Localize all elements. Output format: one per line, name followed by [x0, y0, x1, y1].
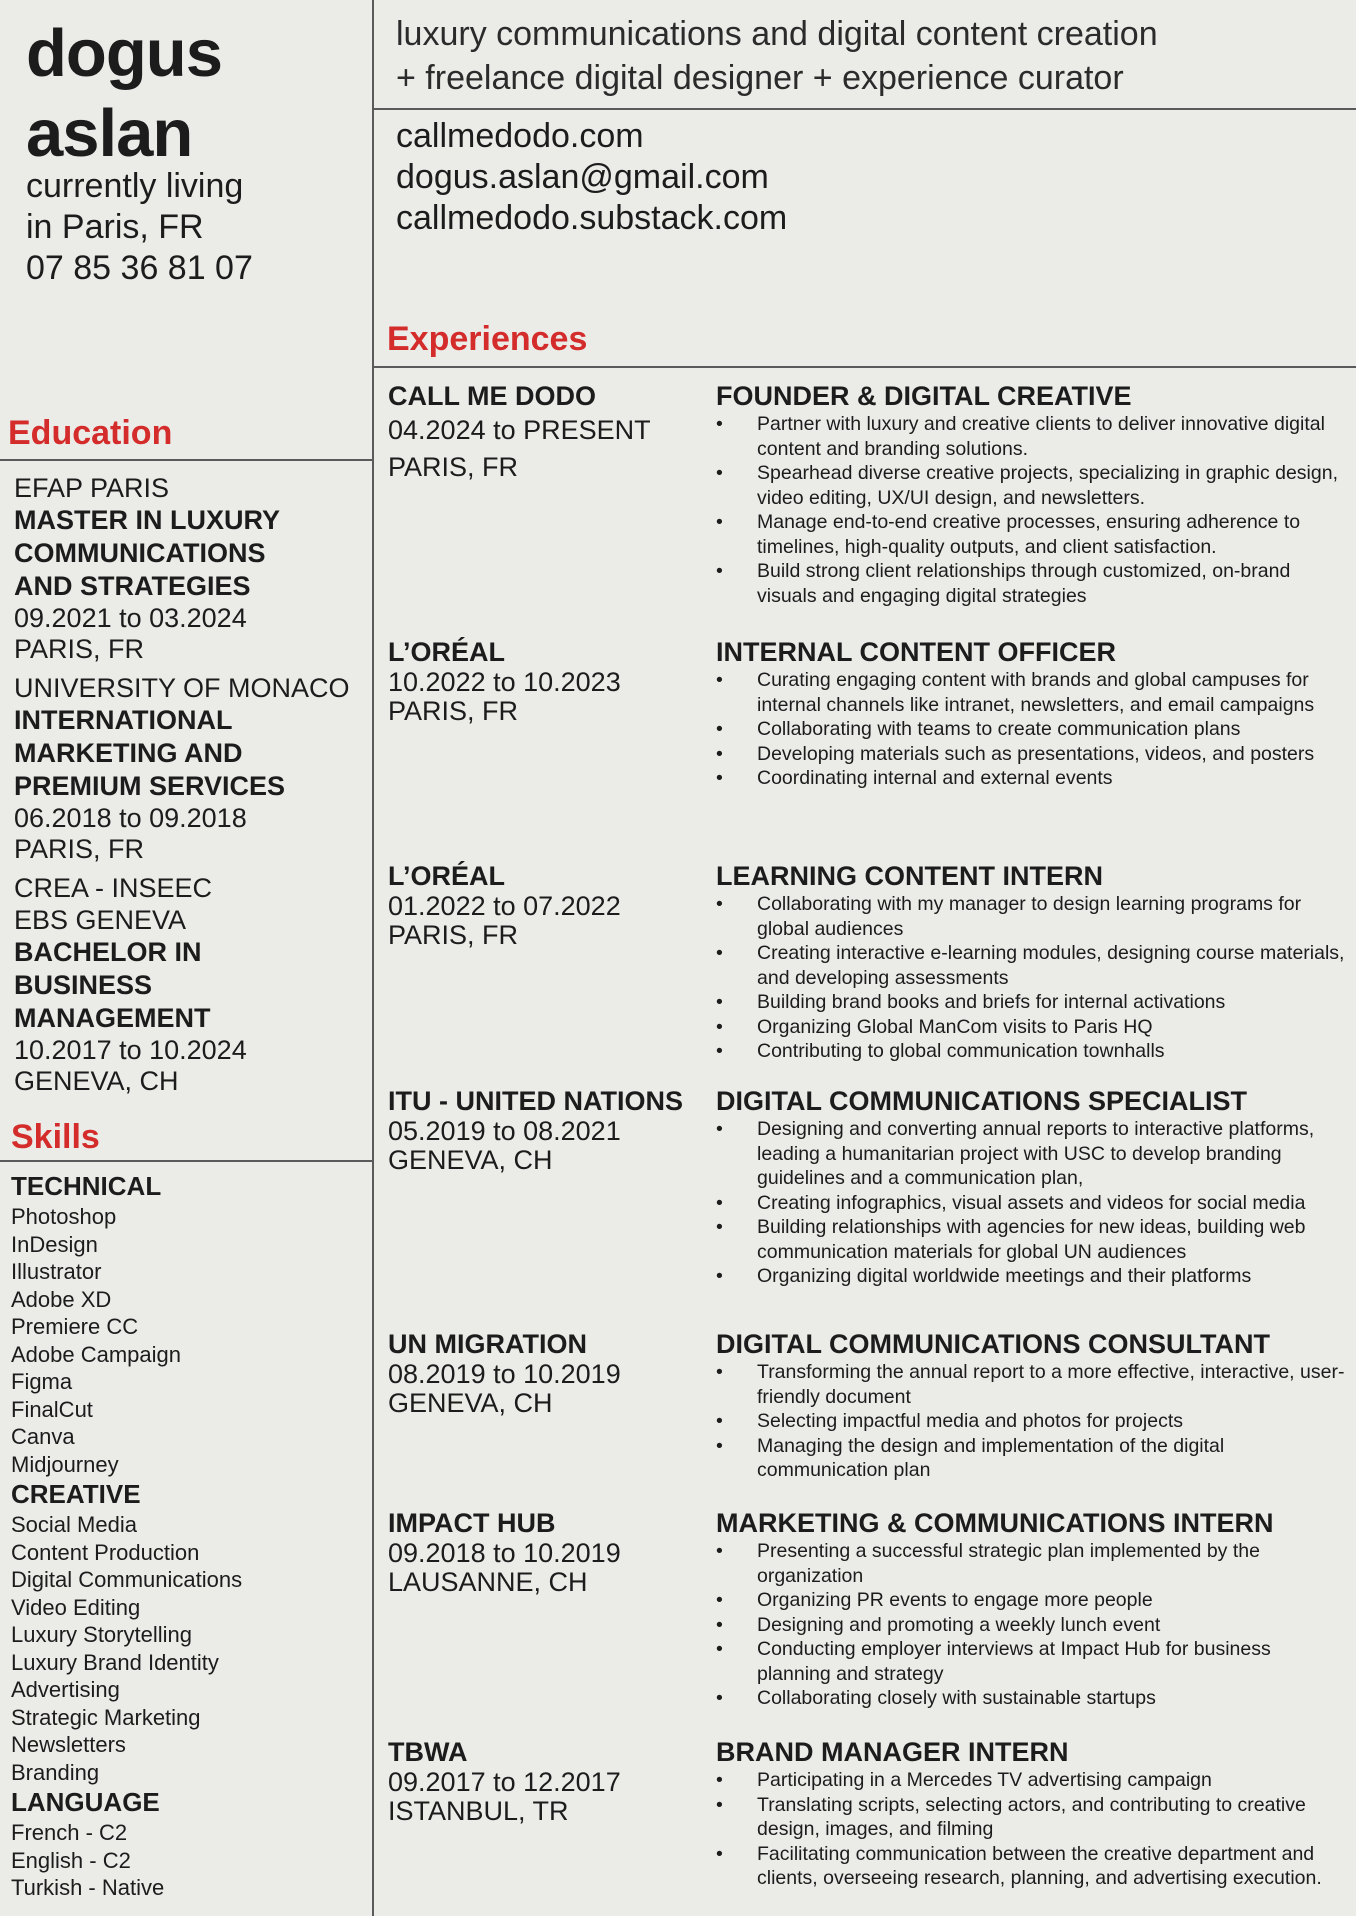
company-block: [388, 860, 708, 950]
degree-title: COMMUNICATIONS: [14, 538, 266, 568]
skill-item: Figma: [11, 1369, 73, 1394]
company-block: [388, 1736, 708, 1826]
skill-item: Newsletters: [11, 1732, 126, 1757]
role-block: [716, 1736, 1348, 1891]
responsibility-item: • Translating scripts, selecting actors, and contributing to creative design, images, and filming: [716, 1793, 1348, 1842]
degree-title: BUSINESS: [14, 970, 153, 1000]
role-title: FOUNDER & DIGITAL CREATIVE: [716, 381, 1132, 411]
experience-place: ISTANBUL, TR: [388, 1796, 569, 1826]
skill-item: French - C2: [11, 1820, 128, 1845]
location-line-1: currently living: [26, 167, 244, 205]
company-block: [388, 1085, 708, 1175]
tagline-divider: [372, 108, 1356, 110]
education-dates: 10.2017 to 10.2024: [14, 1035, 247, 1065]
location-block: [26, 166, 253, 289]
responsibility-item: • Designing and converting annual reports to interactive platforms, leading a humanitarian project with USC to develop branding guidelines and a communication plan,: [716, 1117, 1348, 1191]
responsibility-item: • Organizing Global ManCom visits to Paris HQ: [716, 1015, 1348, 1040]
responsibility-item: • Partner with luxury and creative clients to deliver innovative digital content and branding solutions.: [716, 412, 1348, 461]
role-title: MARKETING & COMMUNICATIONS INTERN: [716, 1508, 1274, 1538]
substack-link[interactable]: callmedodo.substack.com: [396, 199, 788, 237]
experience-place: PARIS, FR: [388, 696, 519, 726]
company-block: [388, 636, 708, 726]
skill-item: Digital Communications: [11, 1567, 243, 1592]
company-name: L’ORÉAL: [388, 637, 506, 667]
company-block: [388, 1328, 708, 1418]
responsibility-list: [716, 1117, 1348, 1289]
role-block: [716, 380, 1348, 608]
responsibility-item: • Contributing to global communication townhalls: [716, 1039, 1348, 1064]
experience-dates: 10.2022 to 10.2023: [388, 667, 621, 697]
responsibility-item: • Designing and promoting a weekly lunch event: [716, 1613, 1348, 1638]
experience-place: GENEVA, CH: [388, 1145, 553, 1175]
company-name: ITU - UNITED NATIONS: [388, 1086, 683, 1116]
responsibility-item: • Organizing digital worldwide meetings and their platforms: [716, 1264, 1348, 1289]
responsibility-item: • Transforming the annual report to a more effective, interactive, user-friendly document: [716, 1360, 1348, 1409]
role-title: DIGITAL COMMUNICATIONS SPECIALIST: [716, 1086, 1247, 1116]
company-name: CALL ME DODO: [388, 381, 596, 411]
role-title: BRAND MANAGER INTERN: [716, 1737, 1069, 1767]
responsibility-list: [716, 1539, 1348, 1711]
responsibility-item: • Collaborating with teams to create communication plans: [716, 717, 1348, 742]
responsibility-item: • Creating interactive e-learning modules, designing course materials, and developing assessments: [716, 941, 1348, 990]
first-name: dogus: [26, 16, 222, 91]
school-name: EBS GENEVA: [14, 905, 187, 935]
education-entry: [14, 872, 366, 1096]
company-block: [388, 1507, 708, 1597]
skill-item: Branding: [11, 1759, 100, 1785]
company-name: L’ORÉAL: [388, 861, 506, 891]
column-divider: [372, 0, 374, 1916]
responsibility-list: [716, 668, 1348, 791]
school-name: CREA - INSEEC: [14, 873, 213, 903]
location-line-2: in Paris, FR: [26, 208, 204, 246]
education-place: GENEVA, CH: [14, 1066, 179, 1096]
degree-title: PREMIUM SERVICES: [14, 771, 286, 801]
education-list: [14, 472, 366, 1104]
skill-item: InDesign: [11, 1231, 98, 1257]
school-name: EFAP PARIS: [14, 473, 170, 503]
skill-category: TECHNICAL: [11, 1171, 162, 1201]
education-divider: [0, 459, 372, 461]
responsibility-item: • Selecting impactful media and photos for projects: [716, 1409, 1348, 1434]
experience-place: PARIS, FR: [388, 920, 519, 950]
tagline-line-2: + freelance digital designer + experience curator: [396, 59, 1124, 97]
experiences-heading: Experiences: [387, 320, 588, 358]
skill-item: Advertising: [11, 1677, 120, 1702]
skill-item: Canva: [11, 1424, 75, 1449]
responsibility-item: • Managing the design and implementation of the digital communication plan: [716, 1434, 1348, 1483]
responsibility-item: • Participating in a Mercedes TV advertising campaign: [716, 1768, 1348, 1793]
responsibility-item: • Conducting employer interviews at Impact Hub for business planning and strategy: [716, 1637, 1348, 1686]
responsibility-list: [716, 412, 1348, 608]
degree-title: BACHELOR IN: [14, 937, 202, 967]
role-block: [716, 1507, 1348, 1711]
education-entry: [14, 472, 366, 664]
skill-category: LANGUAGE: [11, 1787, 160, 1817]
skill-item: Photoshop: [11, 1204, 117, 1229]
education-dates: 06.2018 to 09.2018: [14, 803, 247, 833]
role-block: [716, 1085, 1348, 1289]
responsibility-item: • Building brand books and briefs for internal activations: [716, 990, 1348, 1015]
responsibility-item: • Collaborating with my manager to design learning programs for global audiences: [716, 892, 1348, 941]
responsibility-item: • Build strong client relationships through customized, on-brand visuals and engaging digital strategies: [716, 559, 1348, 608]
education-place: PARIS, FR: [14, 634, 145, 664]
skill-item: Luxury Brand Identity: [11, 1649, 219, 1675]
skill-item: Adobe XD: [11, 1286, 112, 1312]
experience-dates: 09.2018 to 10.2019: [388, 1538, 621, 1568]
experience-dates: 04.2024 to PRESENT: [388, 415, 651, 445]
responsibility-item: • Collaborating closely with sustainable startups: [716, 1686, 1348, 1711]
skills-divider: [0, 1160, 372, 1162]
responsibility-item: • Curating engaging content with brands and global campuses for internal channels like intranet, newsletters, and email campaigns: [716, 668, 1348, 717]
skill-item: Strategic Marketing: [11, 1704, 201, 1730]
degree-title: AND STRATEGIES: [14, 571, 251, 601]
company-name: UN MIGRATION: [388, 1329, 587, 1359]
role-block: [716, 636, 1348, 791]
responsibility-list: [716, 1360, 1348, 1483]
education-place: PARIS, FR: [14, 834, 145, 864]
skills-heading: Skills: [11, 1118, 100, 1156]
experience-dates: 08.2019 to 10.2019: [388, 1359, 621, 1389]
skill-category: CREATIVE: [11, 1479, 141, 1509]
skill-item: Adobe Campaign: [11, 1341, 182, 1367]
skill-item: FinalCut: [11, 1396, 93, 1422]
tagline-line-1: luxury communications and digital content creation: [396, 15, 1158, 53]
company-name: IMPACT HUB: [388, 1508, 556, 1538]
website-link[interactable]: callmedodo.com: [396, 117, 644, 155]
experience-place: LAUSANNE, CH: [388, 1567, 588, 1597]
candidate-name: [26, 14, 222, 174]
company-name: TBWA: [388, 1737, 468, 1767]
experience-place: GENEVA, CH: [388, 1388, 553, 1418]
role-title: DIGITAL COMMUNICATIONS CONSULTANT: [716, 1329, 1270, 1359]
role-title: LEARNING CONTENT INTERN: [716, 861, 1103, 891]
education-heading: Education: [8, 414, 173, 452]
tagline: [396, 12, 1158, 100]
skills-list: [11, 1170, 242, 1902]
last-name: aslan: [26, 96, 193, 171]
responsibility-item: • Creating infographics, visual assets and videos for social media: [716, 1191, 1348, 1216]
experience-place: PARIS, FR: [388, 452, 519, 482]
responsibility-item: • Building relationships with agencies for new ideas, building web communication materials for global UN audiences: [716, 1215, 1348, 1264]
email-link[interactable]: dogus.aslan@gmail.com: [396, 158, 769, 196]
company-block: [388, 380, 708, 486]
skill-item: English - C2: [11, 1847, 131, 1873]
responsibility-item: • Organizing PR events to engage more people: [716, 1588, 1348, 1613]
skill-item: Midjourney: [11, 1451, 119, 1477]
degree-title: MANAGEMENT: [14, 1003, 211, 1033]
experience-dates: 05.2019 to 08.2021: [388, 1116, 621, 1146]
school-name: UNIVERSITY OF MONACO: [14, 673, 350, 703]
skill-item: Premiere CC: [11, 1314, 139, 1339]
degree-title: INTERNATIONAL: [14, 705, 233, 735]
experience-dates: 01.2022 to 07.2022: [388, 891, 621, 921]
responsibility-item: • Manage end-to-end creative processes, ensuring adherence to timelines, high-quality outputs, and client satisfaction.: [716, 510, 1348, 559]
responsibility-item: • Presenting a successful strategic plan implemented by the organization: [716, 1539, 1348, 1588]
education-dates: 09.2021 to 03.2024: [14, 603, 247, 633]
skill-item: Luxury Storytelling: [11, 1622, 192, 1647]
skill-item: Illustrator: [11, 1259, 102, 1284]
contact-links: [396, 116, 787, 239]
role-block: [716, 860, 1348, 1064]
experience-dates: 09.2017 to 12.2017: [388, 1767, 621, 1797]
experiences-divider: [372, 366, 1356, 368]
responsibility-item: • Spearhead diverse creative projects, specializing in graphic design, video editing, UX/UI design, and newsletters.: [716, 461, 1348, 510]
responsibility-item: • Coordinating internal and external events: [716, 766, 1348, 791]
degree-title: MARKETING AND: [14, 738, 243, 768]
skill-item: Social Media: [11, 1512, 137, 1537]
responsibility-list: [716, 1768, 1348, 1891]
responsibility-item: • Facilitating communication between the creative department and clients, overseeing research, planning, and advertising execution.: [716, 1842, 1348, 1891]
degree-title: MASTER IN LUXURY: [14, 505, 281, 535]
phone-number: 07 85 36 81 07: [26, 249, 253, 287]
skill-item: Content Production: [11, 1539, 200, 1565]
role-title: INTERNAL CONTENT OFFICER: [716, 637, 1116, 667]
responsibility-item: • Developing materials such as presentations, videos, and posters: [716, 742, 1348, 767]
skill-item: Turkish - Native: [11, 1875, 165, 1900]
role-block: [716, 1328, 1348, 1483]
skill-item: Video Editing: [11, 1594, 141, 1620]
education-entry: [14, 672, 366, 864]
responsibility-list: [716, 892, 1348, 1064]
